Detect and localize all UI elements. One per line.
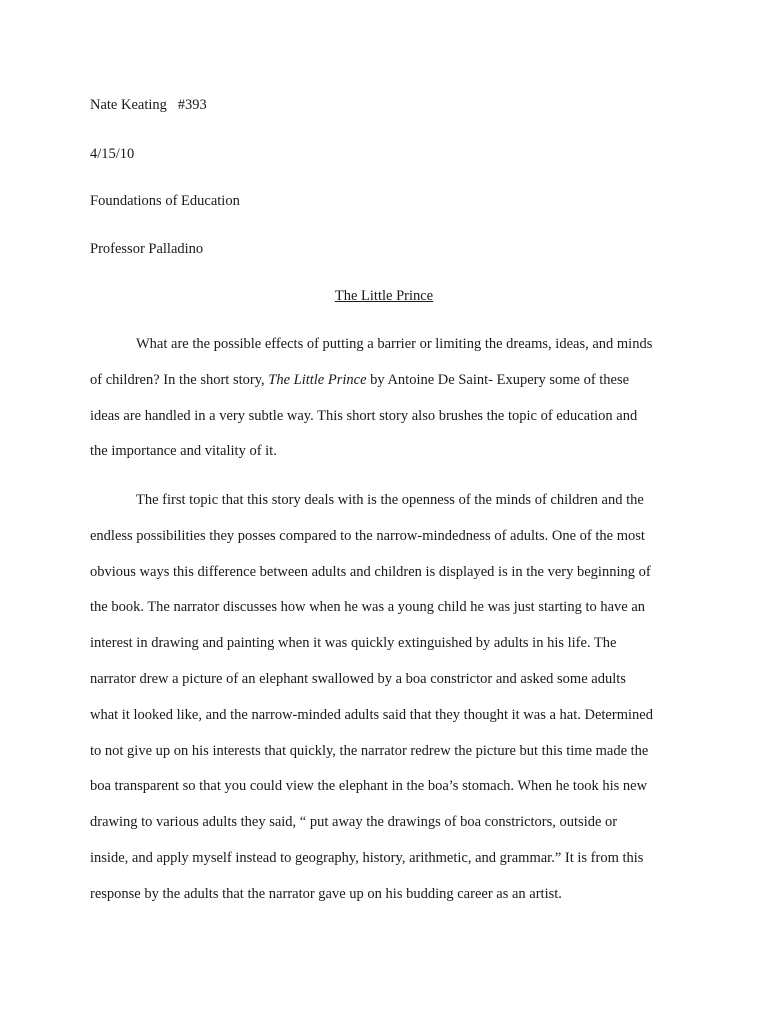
paragraph-1-line-1: What are the possible effects of putting a barrier or limiting the dreams, ideas, and minds	[136, 336, 653, 352]
paragraph-2-line: The first topic that this story deals with is the openness of the minds of children and the	[136, 492, 644, 508]
course-line: Foundations of Education	[90, 193, 240, 209]
paragraph-2-line: response by the adults that the narrator gave up on his budding career as an artist.	[90, 885, 562, 902]
paragraph-2-line: interest in drawing and painting when it was quickly extinguished by adults in his life. The	[90, 635, 617, 652]
date-line: 4/15/10	[90, 146, 135, 162]
author-name-line: Nate Keating #393	[90, 97, 207, 113]
paragraph-2-line: drawing to various adults they said, “ put away the drawings of boa constrictors, outside or	[90, 814, 618, 831]
paragraph-2-line: inside, and apply myself instead to geography, history, arithmetic, and grammar.” It is from this	[90, 849, 644, 866]
book-title-italic: The Little Prince	[268, 371, 367, 388]
essay-title: The Little Prince	[334, 288, 434, 304]
paragraph-2-line: obvious ways this difference between adults and children is displayed is in the very beginning of	[90, 563, 651, 580]
paragraph-1-line-3: ideas are handled in a very subtle way. This short story also brushes the topic of education and	[90, 407, 638, 424]
paragraph-2-line: boa transparent so that you could view the elephant in the boa’s stomach. When he took his new	[90, 778, 648, 795]
paragraph-2-line: the book. The narrator discusses how when he was a young child he was just starting to have an	[90, 599, 646, 616]
paragraph-1-line-4: the importance and vitality of it.	[90, 443, 277, 460]
line-2-text-after: by Antoine De Saint- Exupery some of these	[366, 371, 630, 388]
professor-line: Professor Palladino	[90, 241, 204, 257]
paragraph-2-line: narrator drew a picture of an elephant swallowed by a boa constrictor and asked some adults	[90, 670, 626, 687]
paragraph-2-line: endless possibilities they posses compared to the narrow-mindedness of adults. One of the most	[90, 527, 645, 544]
paragraph-2-line: what it looked like, and the narrow-minded adults said that they thought it was a hat. Determined	[90, 706, 653, 723]
paragraph-1-line-2	[90, 363, 682, 399]
paragraph-1	[90, 327, 682, 470]
paragraph-2-line: to not give up on his interests that quickly, the narrator redrew the picture but this time made the	[90, 742, 649, 759]
line-2-text-before: of children? In the short story,	[90, 371, 269, 388]
paragraph-2	[90, 483, 682, 913]
